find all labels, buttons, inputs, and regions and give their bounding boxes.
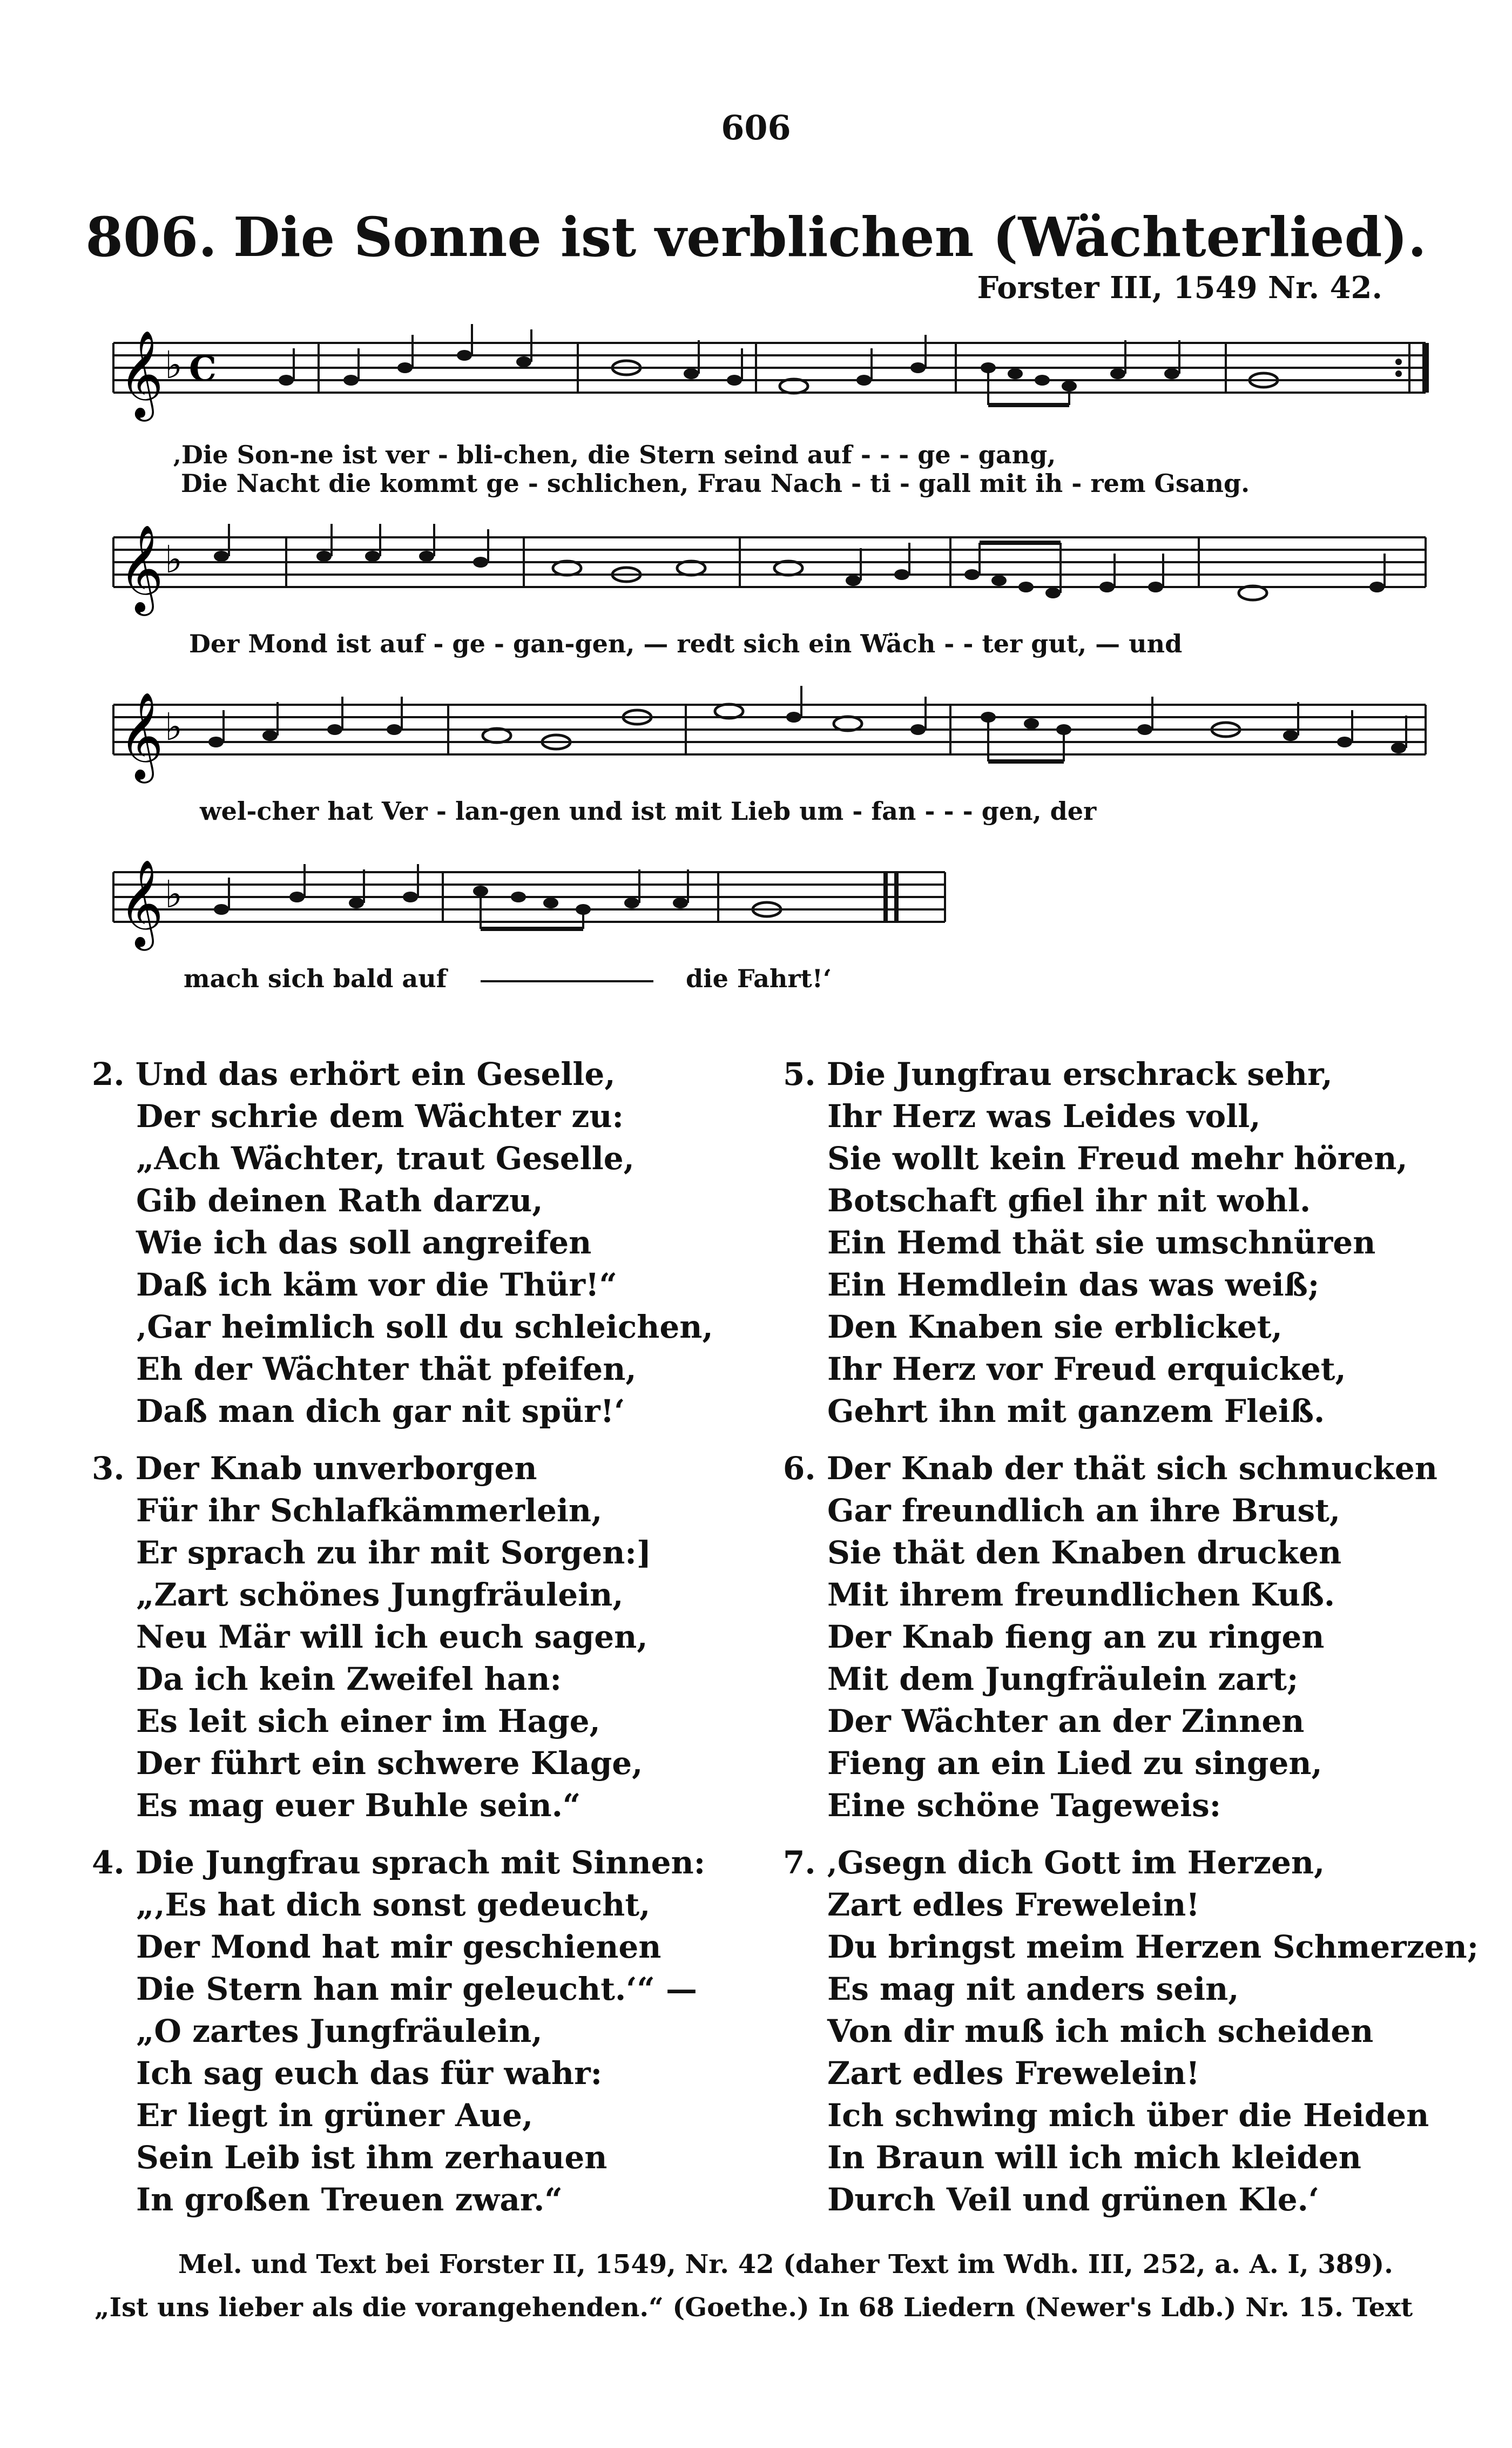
verse-line: Zart edles Frewelein! [827, 1886, 1200, 1923]
verse-line: Den Knaben sie erblicket, [827, 1309, 1282, 1345]
verse-line: Sie wollt kein Freud mehr hören, [827, 1140, 1408, 1177]
song-title: Die Sonne ist verblichen (Wächterlied). [233, 205, 1427, 269]
verse-line: Ich schwing mich über die Heiden [827, 2097, 1429, 2134]
lyrics-line-1a: ‚Die Son-ne ist ver - bli-chen, die Stern seind auf - - - ge - gang, [173, 440, 1056, 469]
verse-line: Es mag nit anders sein, [827, 1971, 1239, 2007]
lyrics-line-2: Der Mond ist auf - ge - gan-gen, — redt sich ein Wäch - - ter gut, — und [189, 629, 1183, 658]
staff-system-3 [92, 686, 1426, 805]
verse-line: „O zartes Jungfräulein, [136, 2013, 543, 2049]
flat-icon: ♭ [165, 343, 183, 387]
verse-line: Daß ich käm vor die Thür!“ [136, 1266, 617, 1303]
verse-line: Gehrt ihn mit ganzem Fleiß. [827, 1393, 1325, 1429]
verse-line: Mit dem Jungfräulein zart; [827, 1661, 1299, 1697]
verse-4 [92, 1842, 705, 2221]
verse-line: 7. ‚Gsegn dich Gott im Herzen, [783, 1844, 1325, 1881]
song-source: Forster III, 1549 Nr. 42. [977, 270, 1382, 306]
verse-line: Eh der Wächter thät pfeifen, [136, 1351, 637, 1387]
verse-line: Sein Leib ist ihm zerhauen [136, 2139, 608, 2176]
verses-left-column [92, 1053, 767, 2218]
page-number: 606 [721, 108, 791, 147]
verse-line: Du bringst meim Herzen Schmerzen; [827, 1928, 1479, 1965]
staff-system-2 [92, 518, 1426, 637]
staff-system-1 [92, 324, 1426, 443]
verse-line: Ein Hemd thät sie umschnüren [827, 1224, 1376, 1261]
footnote-line-2: „Ist uns lieber als die vorangehenden.“ (Goethe.) In 68 Liedern (Newer's Ldb.) Nr. 15. Text [94, 2292, 1413, 2323]
verse-line: „‚Es hat dich sonst gedeucht, [136, 1886, 651, 1923]
lyrics-line-1b: Die Nacht die kommt ge - schlichen, Frau Nach - ti - gall mit ih - rem Gsang. [181, 469, 1250, 498]
verse-3 [92, 1447, 651, 1826]
verse-line: Für ihr Schlafkämmerlein, [136, 1492, 603, 1529]
verse-7 [783, 1842, 1479, 2221]
verse-line: Botschaft gfiel ihr nit wohl. [827, 1182, 1311, 1219]
lyrics-line-4b: die Fahrt!‘ [686, 964, 832, 993]
treble-clef-icon: 𝄞 [119, 692, 164, 780]
song-number: 806. [85, 205, 217, 269]
verse-line: 2. Und das erhört ein Geselle, [92, 1056, 616, 1093]
verse-line: Die Stern han mir geleucht.‘“ — [136, 1971, 697, 2007]
treble-clef-icon: 𝄞 [119, 330, 164, 418]
treble-clef-icon: 𝄞 [119, 524, 164, 612]
verse-line: Der schrie dem Wächter zu: [136, 1098, 624, 1135]
music-system-1 [92, 324, 1426, 498]
flat-icon: ♭ [165, 705, 183, 749]
verse-line: ‚Gar heimlich soll du schleichen, [136, 1309, 713, 1345]
verse-line: Der Wächter an der Zinnen [827, 1703, 1305, 1739]
footnote-line-1: Mel. und Text bei Forster II, 1549, Nr. 42 (daher Text im Wdh. III, 252, a. A. I, 389). [178, 2249, 1393, 2280]
verse-line: Ihr Herz was Leides voll, [827, 1098, 1261, 1135]
verse-line: Durch Veil und grünen Kle.‘ [827, 2181, 1320, 2218]
verse-line: „Zart schönes Jungfräulein, [136, 1576, 624, 1613]
verse-line: Daß man dich gar nit spür!‘ [136, 1393, 625, 1429]
lyrics-line-4a: mach sich bald auf [184, 964, 447, 993]
verse-2 [92, 1053, 713, 1432]
music-system-4 [92, 853, 1426, 1004]
notes-system-3 [208, 686, 1406, 761]
flat-icon: ♭ [165, 537, 183, 582]
verse-line: 3. Der Knab unverborgen [92, 1450, 537, 1487]
verse-line: In großen Treuen zwar.“ [136, 2181, 563, 2218]
flat-icon: ♭ [165, 872, 183, 916]
staff-system-4 [92, 853, 1426, 972]
verse-line: Mit ihrem freundlichen Kuß. [827, 1576, 1335, 1613]
verse-line: Ich sag euch das für wahr: [136, 2055, 603, 2092]
verse-line: Gar freundlich an ihre Brust, [827, 1492, 1341, 1529]
verse-line: Er liegt in grüner Aue, [136, 2097, 534, 2134]
verse-line: Fieng an ein Lied zu singen, [827, 1745, 1322, 1782]
verse-line: Es mag euer Buhle sein.“ [136, 1787, 581, 1824]
verse-line: Von dir muß ich mich scheiden [827, 2013, 1374, 2049]
verse-line: Der Knab fieng an zu ringen [827, 1618, 1325, 1655]
verses-right-column [783, 1053, 1479, 2218]
verse-line: Ihr Herz vor Freud erquicket, [827, 1351, 1346, 1387]
verse-line: Da ich kein Zweifel han: [136, 1661, 562, 1697]
verse-line: Er sprach zu ihr mit Sorgen:] [136, 1534, 652, 1571]
lyrics-line-3: wel-cher hat Ver - lan-gen und ist mit Lieb um - fan - - - gen, der [200, 797, 1097, 826]
verse-line: Gib deinen Rath darzu, [136, 1182, 543, 1219]
verse-5 [783, 1053, 1408, 1432]
verse-line: 6. Der Knab der thät sich schmucken [783, 1450, 1437, 1487]
verse-line: Sie thät den Knaben drucken [827, 1534, 1342, 1571]
music-system-2 [92, 518, 1426, 670]
melisma-line [481, 980, 653, 982]
verse-line: Der Mond hat mir geschienen [136, 1928, 662, 1965]
verse-line: In Braun will ich mich kleiden [827, 2139, 1361, 2176]
verse-line: 5. Die Jungfrau erschrack sehr, [783, 1056, 1333, 1093]
verse-line: Zart edles Frewelein! [827, 2055, 1200, 2092]
verse-line: Der führt ein schwere Klage, [136, 1745, 643, 1782]
verse-line: 4. Die Jungfrau sprach mit Sinnen: [92, 1844, 706, 1881]
verse-line: Neu Mär will ich euch sagen, [136, 1618, 648, 1655]
song-title-line [0, 205, 1512, 269]
verse-line: Wie ich das soll angreifen [136, 1224, 592, 1261]
verse-line: Ein Hemdlein das was weiß; [827, 1266, 1320, 1303]
treble-clef-icon: 𝄞 [119, 859, 164, 947]
music-system-3 [92, 686, 1426, 837]
common-time-icon: C [189, 349, 217, 389]
verse-6 [783, 1447, 1437, 1826]
verse-line: „Ach Wächter, traut Geselle, [136, 1140, 634, 1177]
verse-line: Es leit sich einer im Hage, [136, 1703, 600, 1739]
verse-line: Eine schöne Tageweis: [827, 1787, 1221, 1824]
